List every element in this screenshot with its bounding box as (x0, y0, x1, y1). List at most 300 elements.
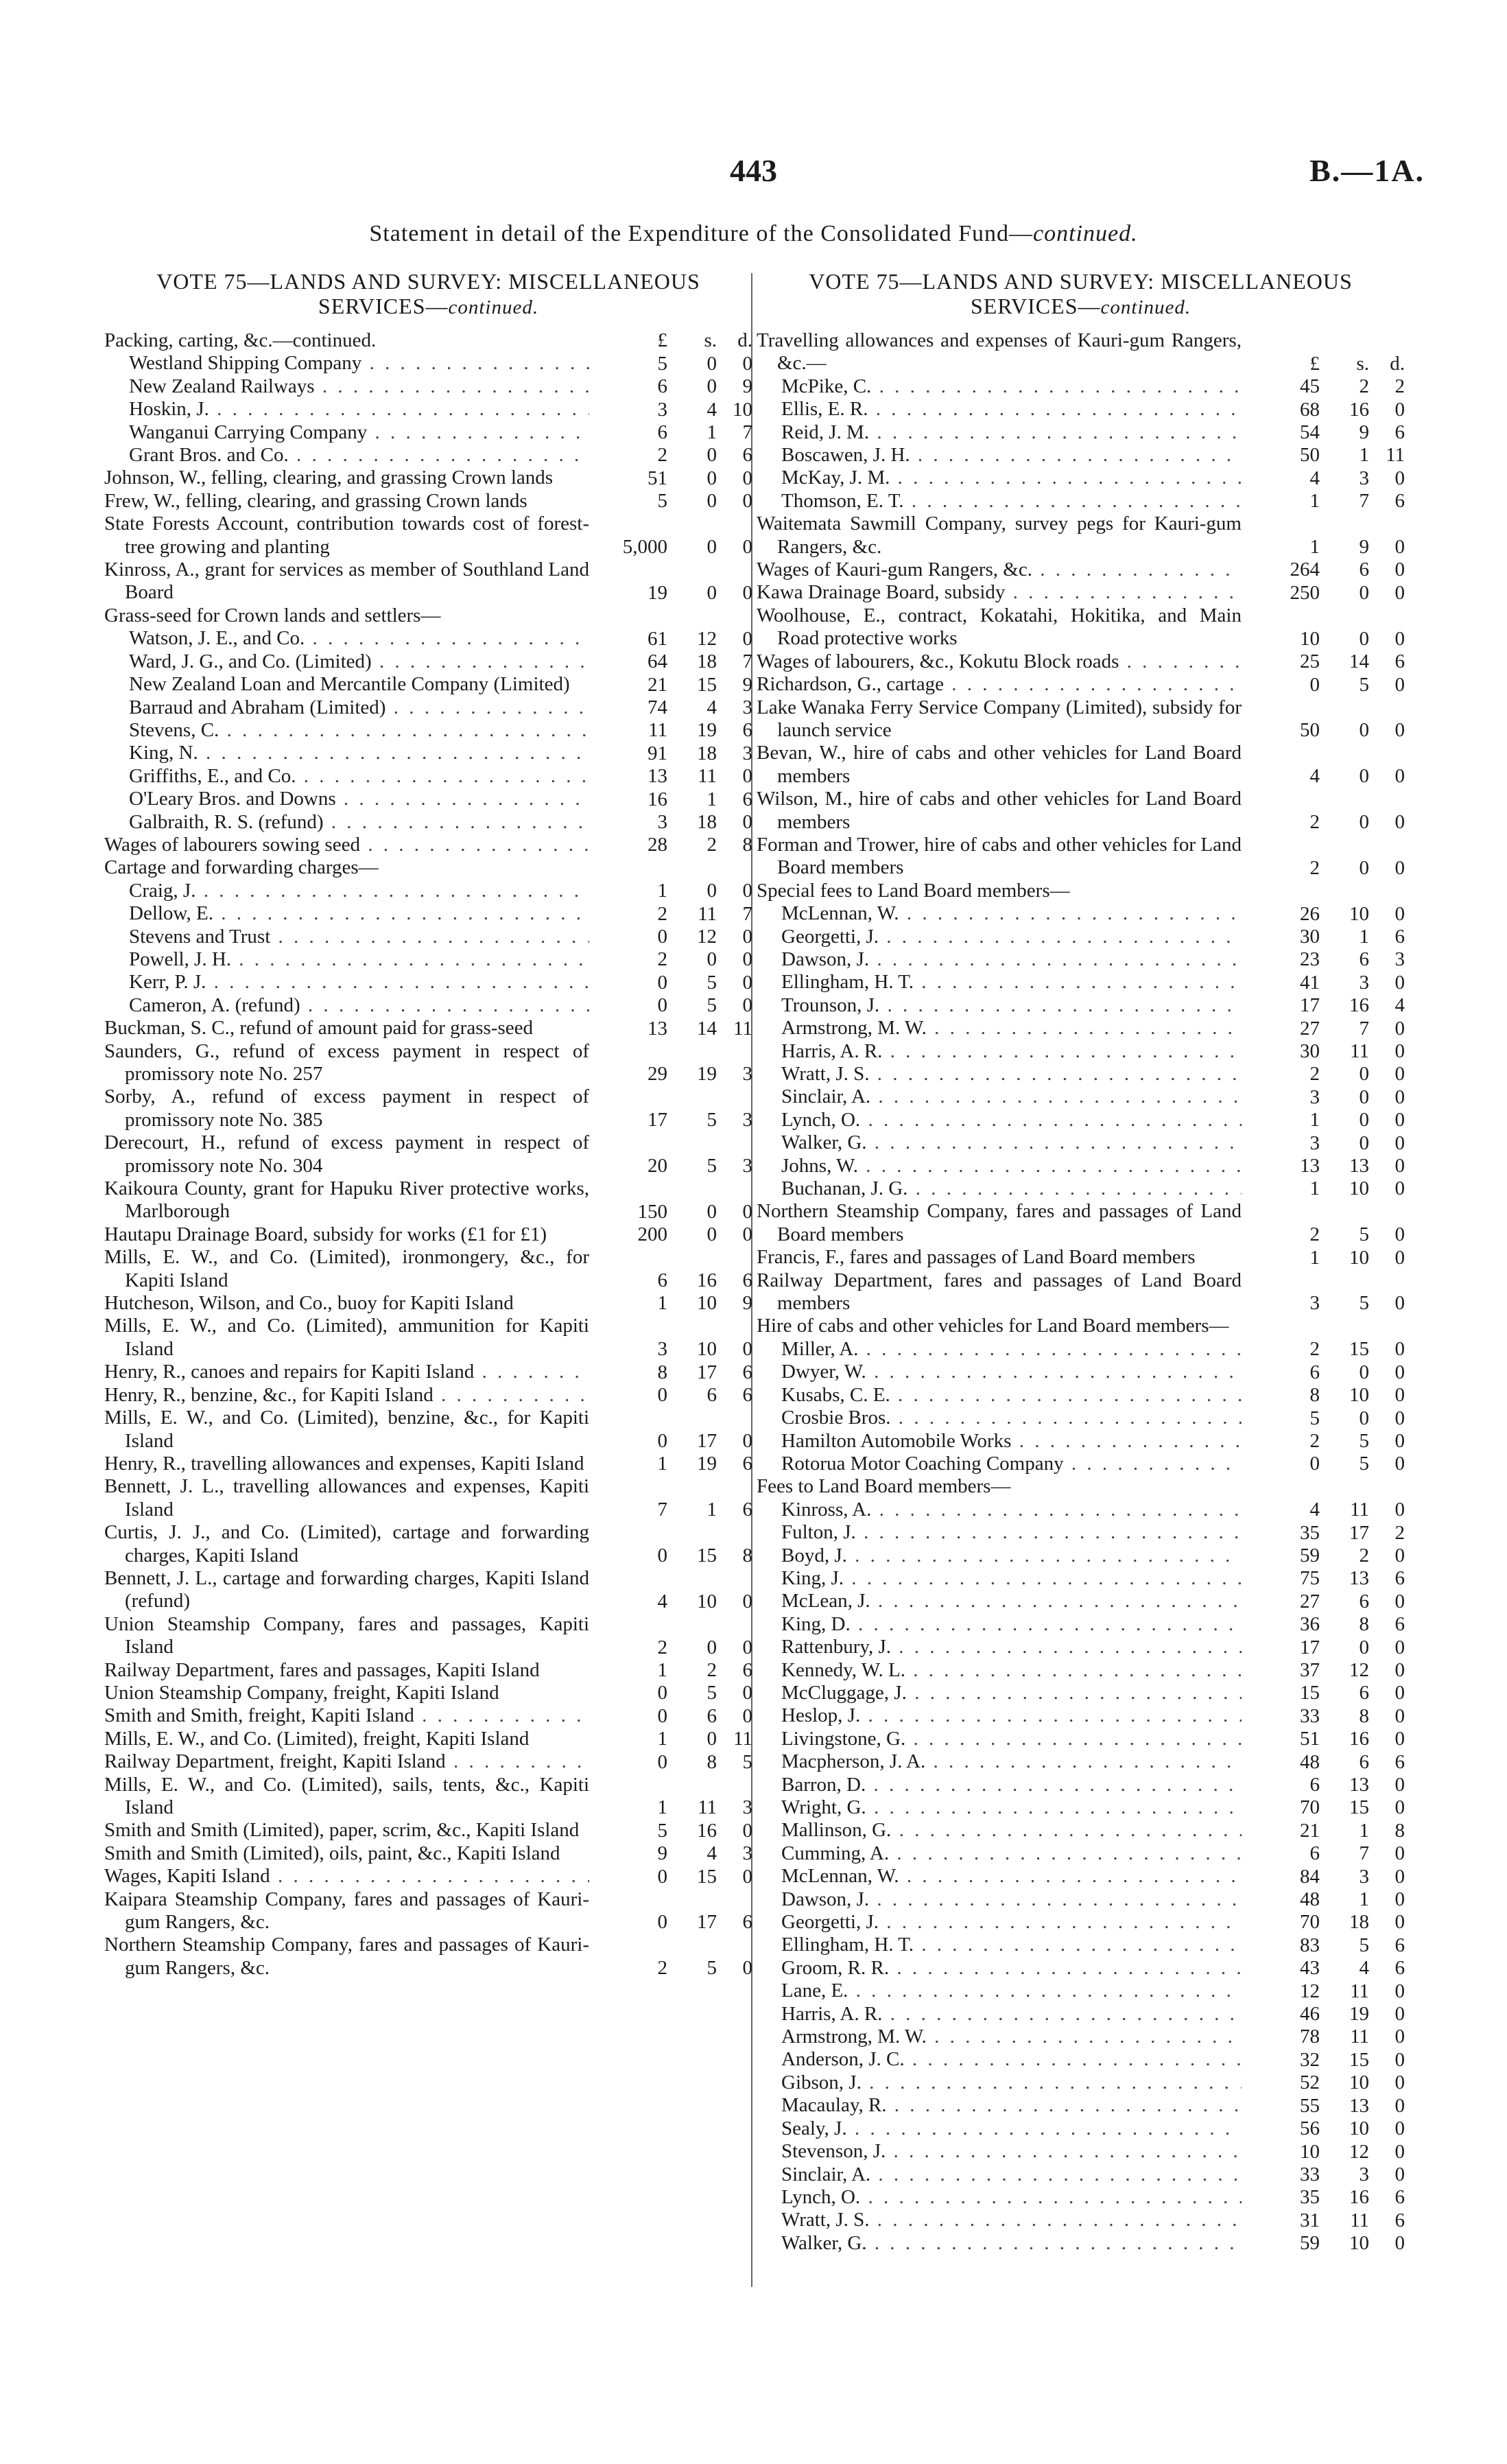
left-row-amount (593, 1591, 752, 1613)
left-expenditure-row (104, 719, 752, 742)
right-amount-pence: 0 (1395, 1109, 1405, 1131)
right-row-description: Rotorua Motor Coaching Company . . . (757, 1453, 1242, 1475)
right-amount-pounds: 50 (1300, 444, 1320, 467)
right-amount-shillings: 9 (1359, 421, 1369, 444)
right-row-amount (1246, 1247, 1405, 1269)
right-amount-pence: 8 (1395, 1819, 1405, 1842)
left-amount-pence: 0 (742, 627, 752, 650)
left-row-description: Powell, J. H. . . . (104, 948, 589, 971)
right-amount-pounds: 6 (1309, 1842, 1320, 1865)
left-vote-heading (104, 269, 752, 320)
right-expenditure-row (757, 1269, 1405, 1315)
right-amount-shillings: 0 (1359, 765, 1369, 788)
left-row-description: Henry, R., canoes and repairs for Kapiti Island . . . (104, 1361, 589, 1383)
left-amount-pence: 11 (733, 1017, 752, 1040)
left-expenditure-row (104, 1682, 752, 1704)
left-amount-pounds: 2 (657, 1636, 667, 1658)
right-amount-pounds: 35 (1300, 2186, 1320, 2209)
left-unit-d: d. (737, 329, 752, 352)
left-row-description: Henry, R., benzine, &c., for Kapiti Island . . . (104, 1384, 589, 1407)
right-amount-pounds: 6 (1309, 1361, 1320, 1383)
right-row-amount (1246, 1018, 1405, 1040)
left-row-amount (593, 1201, 752, 1223)
left-amount-pence: 3 (742, 1063, 752, 1086)
left-amount-pence: 0 (742, 467, 752, 489)
left-amount-pounds: 61 (648, 627, 667, 650)
left-amount-shillings: 15 (697, 1865, 717, 1888)
right-amount-pence: 0 (1395, 1865, 1405, 1888)
right-row-description: Crosbie Bros. . . . (757, 1407, 1242, 1429)
left-amount-pounds: 0 (657, 1704, 667, 1727)
left-row-amount (593, 1338, 752, 1361)
right-amount-pence: 0 (1395, 810, 1405, 833)
right-expenditure-row (757, 2094, 1405, 2117)
right-expenditure-row (757, 1750, 1405, 1773)
left-amount-shillings: 18 (697, 742, 717, 764)
right-amount-pence: 0 (1395, 1704, 1405, 1727)
left-row-amount (593, 650, 752, 673)
right-amount-shillings: 0 (1359, 581, 1369, 604)
right-unit-l: £ (1309, 352, 1320, 375)
left-expenditure-list (104, 329, 752, 1980)
right-amount-shillings: 7 (1359, 1842, 1369, 1865)
right-expenditure-row (757, 2209, 1405, 2231)
right-amount-pounds: 32 (1300, 2048, 1320, 2071)
right-amount-pence: 6 (1395, 490, 1405, 513)
right-amount-shillings: 16 (1349, 1728, 1369, 1750)
right-amount-pounds: 33 (1300, 1704, 1320, 1727)
right-row-amount (1246, 1682, 1405, 1704)
right-expenditure-row (757, 1040, 1405, 1063)
right-expenditure-row (757, 1545, 1405, 1567)
right-amount-pence: 0 (1395, 673, 1405, 696)
right-row-description: Walker, G. . . . (757, 1131, 1242, 1154)
left-expenditure-row (104, 1315, 752, 1361)
right-amount-pence: 0 (1395, 1682, 1405, 1704)
right-amount-pence: 2 (1395, 1521, 1405, 1544)
left-row-amount (593, 1728, 752, 1750)
left-row-amount (593, 1499, 752, 1521)
left-amount-pence: 5 (742, 1750, 752, 1773)
left-amount-pounds: 28 (648, 834, 667, 856)
left-row-amount (593, 1636, 752, 1659)
left-amount-pounds: 11 (648, 719, 667, 742)
left-expenditure-row (104, 1453, 752, 1475)
right-row-amount (1246, 972, 1405, 994)
left-amount-pounds: 29 (648, 1063, 667, 1086)
right-amount-pence: 0 (1395, 1131, 1405, 1154)
right-row-amount (1246, 1155, 1405, 1177)
right-expenditure-row (757, 1911, 1405, 1934)
right-row-amount (1246, 2095, 1405, 2117)
right-row-description: Sinclair, A. . . . (757, 1086, 1242, 1108)
right-amount-pounds: 13 (1300, 1155, 1320, 1177)
left-amount-pence: 0 (742, 536, 752, 559)
right-amount-shillings: 0 (1359, 1361, 1369, 1383)
right-row-description: Kawa Drainage Board, subsidy . . . (757, 581, 1242, 604)
right-amount-pence: 0 (1395, 2094, 1405, 2117)
right-row-description: Woolhouse, E., contract, Kokatahi, Hokitika, and Main Road protective works (757, 604, 1242, 650)
right-expenditure-row (757, 1521, 1405, 1544)
left-amount-pence: 9 (742, 375, 752, 398)
right-expenditure-row (757, 1567, 1405, 1590)
left-row-description: O'Leary Bros. and Downs . . . (104, 788, 589, 810)
left-row-amount (593, 444, 752, 467)
left-row-amount (593, 834, 752, 856)
left-amount-shillings: 8 (707, 1750, 717, 1773)
left-row-amount (593, 582, 752, 605)
right-row-description: Anderson, J. C. . . . (757, 2048, 1242, 2071)
left-row-amount (593, 696, 752, 719)
left-vote-services: SERVICES— (318, 294, 449, 318)
statement-heading (0, 221, 1507, 247)
left-amount-shillings: 4 (707, 1842, 717, 1865)
right-amount-pounds: 75 (1300, 1567, 1320, 1590)
left-amount-pounds: 16 (648, 788, 667, 810)
right-amount-pounds: 17 (1300, 994, 1320, 1017)
left-amount-pounds: 8 (657, 1361, 667, 1383)
right-amount-shillings: 17 (1349, 1521, 1369, 1544)
left-amount-pence: 3 (742, 1155, 752, 1177)
right-expenditure-row (757, 559, 1405, 581)
left-amount-pounds: 2 (657, 444, 667, 467)
left-expenditure-row (104, 994, 752, 1017)
statement-title: Statement in detail of the Expenditure of the Consolidated Fund— (369, 221, 1034, 246)
left-amount-shillings: 18 (697, 810, 717, 833)
left-amount-shillings: 11 (698, 1796, 717, 1819)
left-row-description: Saunders, G., refund of excess payment in respect of promissory note No. 257 (104, 1040, 589, 1085)
left-row-amount (593, 1659, 752, 1682)
left-row-amount (593, 788, 752, 811)
left-row-amount (593, 674, 752, 696)
right-row-description: Harris, A. R. . . . (757, 2003, 1242, 2026)
right-amount-shillings: 7 (1359, 1017, 1369, 1040)
left-amount-shillings: 5 (707, 971, 717, 994)
right-expenditure-row (757, 1957, 1405, 1980)
right-row-amount (1246, 1591, 1405, 1613)
right-expenditure-row (757, 581, 1405, 604)
left-amount-pounds: 91 (648, 742, 667, 764)
right-amount-pence: 0 (1395, 1658, 1405, 1681)
left-row-description: Railway Department, freight, Kapiti Island . . . (104, 1750, 589, 1773)
right-amount-pence: 6 (1395, 1567, 1405, 1590)
right-row-amount (1246, 1223, 1405, 1246)
left-amount-pence: 0 (742, 925, 752, 948)
left-amount-pence: 0 (742, 1682, 752, 1704)
left-amount-pounds: 21 (648, 673, 667, 696)
right-expenditure-row (757, 2163, 1405, 2186)
right-expenditure-row (757, 1888, 1405, 1911)
left-amount-pounds: 9 (657, 1842, 667, 1865)
right-amount-pounds: 35 (1300, 1521, 1320, 1544)
left-row-amount (593, 811, 752, 834)
left-amount-shillings: 10 (697, 1338, 717, 1361)
left-expenditure-row (104, 559, 752, 605)
left-row-amount (593, 972, 752, 994)
right-row-amount (1246, 421, 1405, 444)
right-row-description: McLennan, W. . . . (757, 1865, 1242, 1888)
left-amount-shillings: 0 (707, 948, 717, 971)
left-amount-shillings: 4 (707, 398, 717, 421)
right-expenditure-row (757, 880, 1405, 902)
left-row-description: New Zealand Railways . . . (104, 375, 589, 398)
right-amount-pounds: 36 (1300, 1613, 1320, 1636)
right-amount-pence: 3 (1395, 948, 1405, 971)
left-amount-pounds: 17 (648, 1109, 667, 1131)
right-amount-pounds: 2 (1309, 1338, 1320, 1361)
left-expenditure-row (104, 1407, 752, 1453)
right-row-description: Armstrong, M. W. . . . (757, 1017, 1242, 1040)
right-amount-pounds: 4 (1309, 1499, 1320, 1521)
left-amount-pence: 3 (742, 742, 752, 764)
right-row-description: Reid, J. M. . . . (757, 421, 1242, 444)
left-row-description: Derecourt, H., refund of excess payment in respect of promissory note No. 304 (104, 1131, 589, 1177)
right-amount-pounds: 0 (1309, 673, 1320, 696)
right-expenditure-row (757, 1430, 1405, 1453)
right-expenditure-row (757, 788, 1405, 834)
left-amount-pounds: 0 (657, 1865, 667, 1888)
left-row-description: Mills, E. W., and Co. (Limited), sails, tents, &c., Kapiti Island (104, 1773, 589, 1818)
right-expenditure-row (757, 1315, 1405, 1337)
right-amount-shillings: 10 (1349, 902, 1369, 925)
left-amount-pence: 0 (742, 810, 752, 833)
right-row-description: Sealy, J. . . . (757, 2117, 1242, 2140)
left-expenditure-row (104, 1131, 752, 1177)
right-amount-pounds: 2 (1309, 1223, 1320, 1246)
right-expenditure-row (757, 444, 1405, 467)
left-row-amount (593, 1842, 752, 1865)
left-amount-shillings: 0 (707, 1200, 717, 1223)
right-amount-shillings: 3 (1359, 467, 1369, 489)
left-amount-pence: 6 (742, 1911, 752, 1934)
right-amount-pounds: 3 (1309, 1131, 1320, 1154)
left-amount-pence: 0 (742, 880, 752, 902)
left-amount-pence: 0 (742, 1957, 752, 1980)
left-amount-pence: 0 (742, 971, 752, 994)
left-amount-pounds: 1 (657, 1292, 667, 1315)
right-amount-pounds: 10 (1300, 2140, 1320, 2163)
right-amount-pence: 0 (1395, 1292, 1405, 1315)
left-amount-pence: 6 (742, 1384, 752, 1407)
right-expenditure-row (757, 1063, 1405, 1086)
right-amount-shillings: 5 (1359, 1453, 1369, 1475)
right-expenditure-row (757, 1177, 1405, 1200)
right-expenditure-row (757, 1017, 1405, 1040)
right-expenditure-row (757, 834, 1405, 880)
right-row-amount (1246, 2072, 1405, 2094)
left-row-description: Wages of labourers sowing seed . . . (104, 834, 589, 856)
left-amount-shillings: 4 (707, 696, 717, 718)
right-amount-pounds: 12 (1300, 1980, 1320, 2002)
left-amount-pounds: 1 (657, 1796, 667, 1819)
left-amount-shillings: 0 (707, 1636, 717, 1658)
left-row-description: Packing, carting, &c.—continued. (104, 329, 377, 351)
right-amount-shillings: 0 (1359, 1086, 1369, 1108)
left-amount-pounds: 2 (657, 1957, 667, 1980)
right-amount-shillings: 10 (1349, 2117, 1369, 2140)
right-row-description: Trounson, J. . . . (757, 994, 1242, 1017)
left-row-description: Sorby, A., refund of excess payment in respect of promissory note No. 385 (104, 1086, 589, 1131)
left-row-description: Griffiths, E., and Co. . . . (104, 765, 589, 788)
right-expenditure-row (757, 1704, 1405, 1727)
right-amount-pounds: 37 (1300, 1658, 1320, 1681)
left-amount-pounds: 6 (657, 1269, 667, 1292)
left-amount-pounds: 19 (648, 581, 667, 604)
left-amount-shillings: 2 (707, 834, 717, 856)
right-amount-pence: 0 (1395, 1728, 1405, 1750)
right-amount-pence: 0 (1395, 627, 1405, 650)
left-expenditure-row (104, 605, 752, 627)
right-expenditure-row (757, 971, 1405, 994)
left-row-description: Stevens, C. . . . (104, 719, 589, 742)
right-amount-pence: 0 (1395, 2117, 1405, 2140)
right-row-description: Macpherson, J. A. . . . (757, 1750, 1242, 1773)
left-expenditure-row (104, 696, 752, 719)
right-expenditure-row (757, 1109, 1405, 1131)
right-expenditure-row (757, 1682, 1405, 1704)
right-amount-shillings: 3 (1359, 2163, 1369, 2185)
left-expenditure-row (104, 421, 752, 444)
right-row-amount (1246, 719, 1405, 742)
right-row-description: Gibson, J. . . . (757, 2072, 1242, 2094)
left-amount-shillings: 14 (697, 1017, 717, 1040)
right-amount-pounds: 59 (1300, 1544, 1320, 1567)
right-amount-pence: 0 (1395, 971, 1405, 994)
right-row-amount (1246, 399, 1405, 421)
right-amount-shillings: 13 (1349, 1155, 1369, 1177)
right-row-amount (1246, 1109, 1405, 1131)
right-row-amount (1246, 994, 1405, 1017)
right-expenditure-row (757, 1246, 1405, 1269)
left-amount-shillings: 16 (697, 1819, 717, 1842)
right-amount-shillings: 15 (1349, 1338, 1369, 1361)
right-expenditure-list (757, 329, 1405, 2255)
left-amount-pounds: 3 (657, 398, 667, 421)
left-expenditure-row (104, 1728, 752, 1750)
right-amount-shillings: 3 (1359, 1865, 1369, 1888)
right-amount-pounds: 3 (1309, 1292, 1320, 1315)
left-expenditure-row (104, 490, 752, 513)
left-amount-pence: 7 (742, 650, 752, 673)
left-amount-pounds: 5,000 (622, 536, 667, 559)
right-amount-pence: 0 (1395, 1980, 1405, 2002)
left-column (104, 269, 752, 1980)
left-row-description: Cameron, A. (refund) . . . (104, 994, 589, 1017)
left-amount-pounds: 0 (657, 1911, 667, 1934)
right-row-description: Northern Steamship Company, fares and passages of Land Board members (757, 1200, 1242, 1245)
left-amount-pence: 0 (742, 994, 752, 1017)
right-expenditure-row (757, 1819, 1405, 1842)
right-amount-shillings: 2 (1359, 375, 1369, 398)
left-row-description: Union Steamship Company, freight, Kapiti Island (104, 1681, 499, 1704)
left-row-amount (593, 536, 752, 559)
left-row-description: King, N. . . . (104, 742, 589, 764)
right-row-amount (1246, 559, 1405, 581)
right-amount-pence: 0 (1395, 2026, 1405, 2048)
left-row-description: Mills, E. W., and Co. (Limited), benzine, &c., for Kapiti Island (104, 1407, 589, 1452)
right-amount-pounds: 3 (1309, 1086, 1320, 1108)
right-amount-pence: 0 (1395, 902, 1405, 925)
right-row-description: Lane, E. . . . (757, 1980, 1242, 2002)
right-expenditure-row (757, 2026, 1405, 2048)
left-amount-shillings: 5 (707, 994, 717, 1017)
right-amount-pounds: 264 (1290, 559, 1320, 581)
page-number: 443 (730, 153, 777, 188)
right-amount-shillings: 13 (1349, 1567, 1369, 1590)
right-amount-shillings: 5 (1359, 1429, 1369, 1452)
right-row-amount (1246, 2186, 1405, 2209)
right-row-description: Francis, F., fares and passages of Land Board members (757, 1246, 1196, 1269)
left-row-description: Henry, R., travelling allowances and expenses, Kapiti Island (104, 1452, 584, 1475)
right-amount-pounds: 25 (1300, 650, 1320, 673)
left-amount-shillings: 15 (697, 1544, 717, 1567)
left-vote-line2 (104, 294, 752, 320)
right-row-amount (1246, 1177, 1405, 1200)
right-row-amount (1246, 1453, 1405, 1475)
right-row-amount (1246, 628, 1405, 650)
left-row-amount (593, 742, 752, 765)
right-amount-pounds: 78 (1300, 2026, 1320, 2048)
left-row-amount (593, 1063, 752, 1086)
right-row-description: Fulton, J. . . . (757, 1521, 1242, 1544)
right-amount-pence: 0 (1395, 536, 1405, 559)
right-row-amount (1246, 1613, 1405, 1636)
right-row-amount (1246, 1292, 1405, 1315)
left-row-amount (593, 1820, 752, 1842)
left-amount-pounds: 0 (657, 1384, 667, 1407)
left-row-amount (593, 1957, 752, 1980)
right-amount-pence: 0 (1395, 1911, 1405, 1934)
right-expenditure-row (757, 1407, 1405, 1429)
right-expenditure-row (757, 1384, 1405, 1407)
right-amount-shillings: 9 (1359, 536, 1369, 559)
left-unit-l: £ (657, 329, 667, 352)
right-amount-shillings: 8 (1359, 1613, 1369, 1636)
right-amount-shillings: 0 (1359, 1131, 1369, 1154)
right-row-description: Boyd, J. . . . (757, 1545, 1242, 1567)
left-expenditure-row (104, 902, 752, 925)
left-expenditure-row (104, 1819, 752, 1842)
right-row-amount (1246, 903, 1405, 926)
right-row-description: Heslop, J. . . . (757, 1704, 1242, 1727)
right-expenditure-row (757, 2232, 1405, 2255)
left-row-amount (593, 421, 752, 444)
left-amount-pounds: 3 (657, 1338, 667, 1361)
right-row-description: Hire of cabs and other vehicles for Land Board members— (757, 1315, 1229, 1337)
left-expenditure-row (104, 1040, 752, 1086)
left-expenditure-row (104, 1888, 752, 1934)
right-amount-shillings: 0 (1359, 627, 1369, 650)
left-expenditure-row (104, 1774, 752, 1820)
left-expenditure-row (104, 1223, 752, 1246)
right-row-description: Kennedy, W. L. . . . (757, 1659, 1242, 1682)
right-row-description: Walker, G. . . . (757, 2232, 1242, 2255)
left-row-description: Curtis, J. J., and Co. (Limited), cartage and forwarding charges, Kapiti Island (104, 1521, 589, 1567)
left-row-amount (593, 1866, 752, 1888)
left-row-description: Mills, E. W., and Co. (Limited), ammunition for Kapiti Island (104, 1315, 589, 1360)
right-row-description: Lake Wanaka Ferry Service Company (Limited), subsidy for launch service (757, 696, 1242, 741)
right-expenditure-row (757, 650, 1405, 673)
right-row-amount (1246, 2003, 1405, 2026)
left-amount-shillings: 2 (707, 1658, 717, 1681)
right-row-description: McLean, J. . . . (757, 1590, 1242, 1612)
right-amount-shillings: 1 (1359, 1888, 1369, 1911)
right-row-description: Kusabs, C. E. . . . (757, 1384, 1242, 1407)
right-amount-pounds: 33 (1300, 2163, 1320, 2185)
right-expenditure-row (757, 926, 1405, 948)
right-row-amount (1246, 1705, 1405, 1728)
left-amount-shillings: 6 (707, 1384, 717, 1407)
